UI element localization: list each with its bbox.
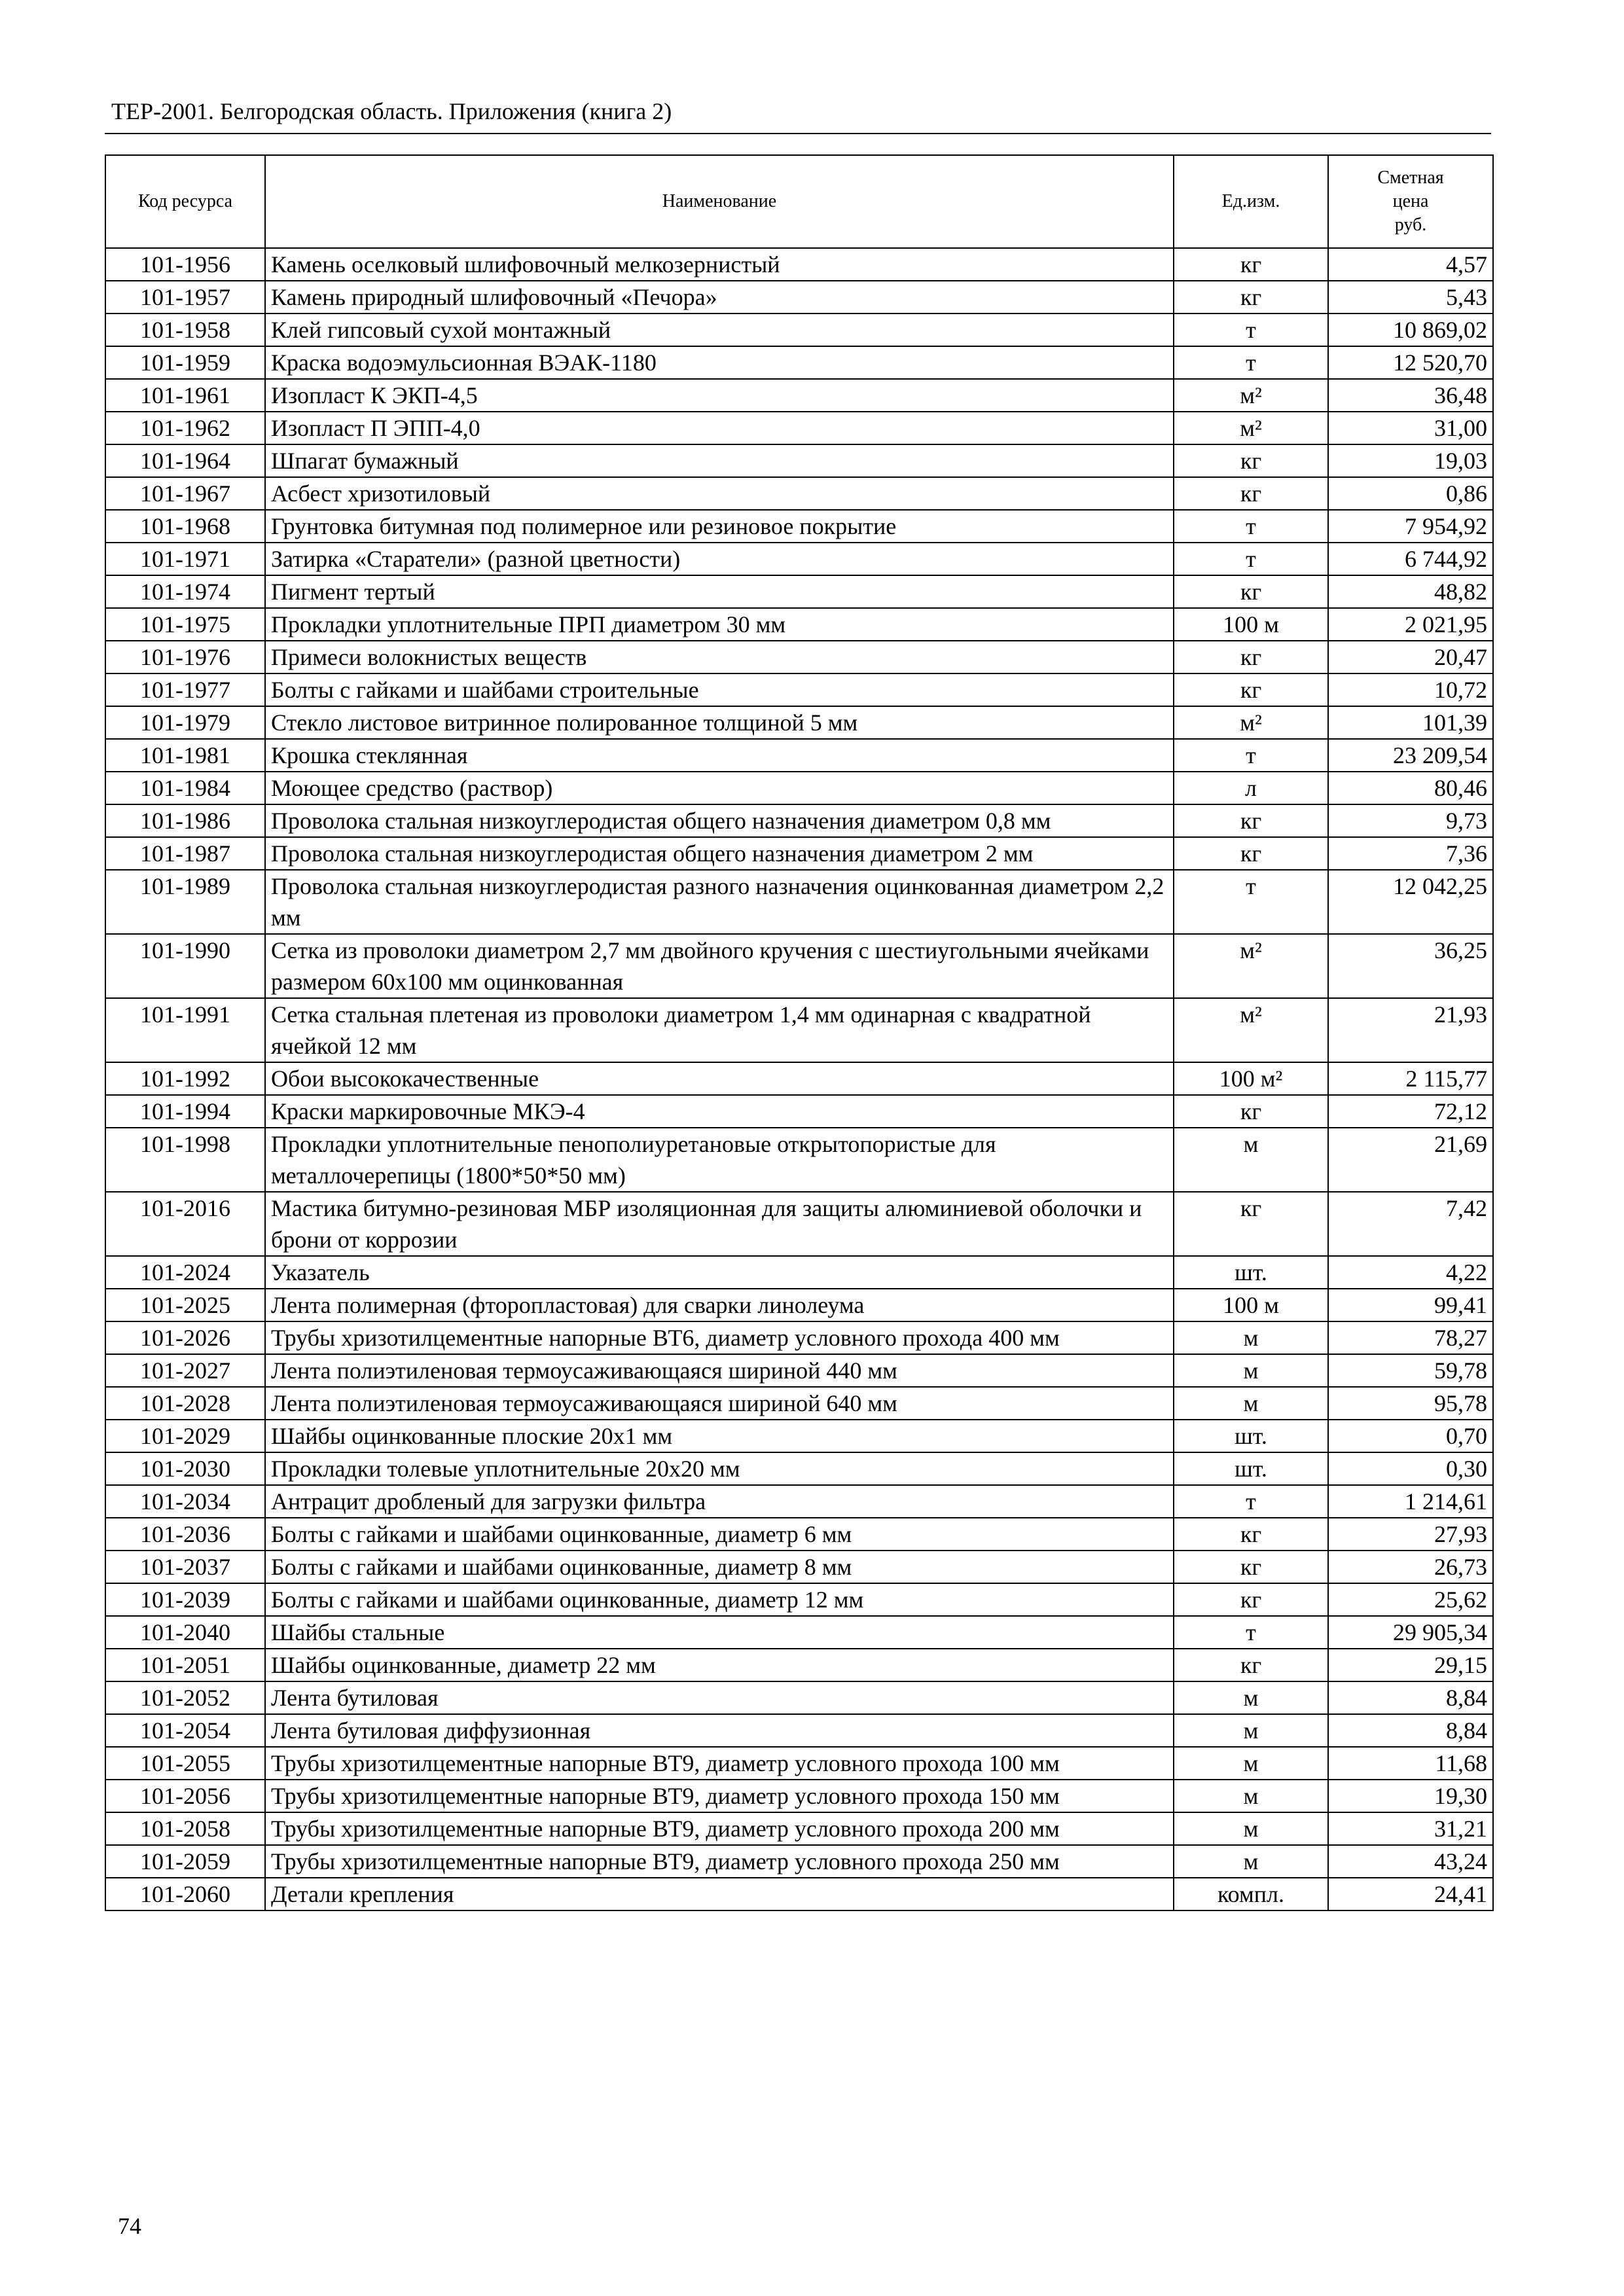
cell-unit: 100 м [1174,1289,1328,1321]
cell-unit: м [1174,1780,1328,1812]
cell-price: 95,78 [1328,1387,1493,1420]
table-row [105,998,1493,1062]
column-header-price-line: руб. [1394,215,1427,235]
cell-price: 31,21 [1328,1812,1493,1845]
cell-resource-code: 101-2026 [105,1321,265,1354]
cell-resource-name: Прокладки уплотнительные пенополиуретановые открытопористые для металлочерепицы (1800*50*50 мм) [265,1128,1174,1192]
cell-price: 21,93 [1328,998,1493,1062]
table-header-row [105,155,1493,248]
cell-resource-code: 101-1956 [105,248,265,281]
cell-resource-name: Болты с гайками и шайбами оцинкованные, диаметр 6 мм [265,1518,1174,1551]
cell-price: 9,73 [1328,804,1493,837]
cell-resource-code: 101-2060 [105,1878,265,1910]
cell-unit: м [1174,1747,1328,1780]
resource-price-table [105,154,1494,1911]
cell-price: 31,00 [1328,412,1493,444]
cell-resource-name: Проволока стальная низкоуглеродистая общего назначения диаметром 0,8 мм [265,804,1174,837]
cell-price: 12 042,25 [1328,870,1493,934]
cell-resource-name: Болты с гайками и шайбами строительные [265,673,1174,706]
cell-resource-name: Шайбы оцинкованные, диаметр 22 мм [265,1649,1174,1681]
cell-resource-name: Пигмент тертый [265,575,1174,608]
table-row [105,673,1493,706]
cell-unit: кг [1174,837,1328,870]
cell-unit: м [1174,1354,1328,1387]
cell-resource-name: Моющее средство (раствор) [265,772,1174,804]
cell-resource-name: Шайбы стальные [265,1616,1174,1649]
page-header: ТЕР-2001. Белгородская область. Приложения (книга 2) [111,98,672,124]
cell-price: 0,30 [1328,1452,1493,1485]
table-row [105,772,1493,804]
cell-resource-name: Мастика битумно-резиновая МБР изоляционная для защиты алюминиевой оболочки и брони от коррозии [265,1192,1174,1256]
cell-resource-code: 101-1957 [105,281,265,314]
cell-resource-name: Трубы хризотилцементные напорные ВТ9, диаметр условного прохода 100 мм [265,1747,1174,1780]
cell-resource-name: Обои высококачественные [265,1062,1174,1095]
cell-unit: шт. [1174,1420,1328,1452]
cell-resource-code: 101-1981 [105,739,265,772]
cell-price: 6 744,92 [1328,543,1493,575]
cell-unit: м [1174,1845,1328,1878]
cell-price: 8,84 [1328,1681,1493,1714]
cell-resource-code: 101-2028 [105,1387,265,1420]
cell-unit: кг [1174,477,1328,510]
cell-resource-name: Болты с гайками и шайбами оцинкованные, диаметр 12 мм [265,1583,1174,1616]
cell-resource-name: Лента бутиловая [265,1681,1174,1714]
cell-resource-code: 101-1968 [105,510,265,543]
cell-unit: кг [1174,444,1328,477]
cell-resource-name: Сетка стальная плетеная из проволоки диаметром 1,4 мм одинарная с квадратной ячейкой 12 мм [265,998,1174,1062]
table-row [105,1452,1493,1485]
cell-resource-code: 101-1986 [105,804,265,837]
table-row [105,575,1493,608]
cell-unit: т [1174,510,1328,543]
cell-unit: 100 м² [1174,1062,1328,1095]
cell-resource-name: Лента полимерная (фторопластовая) для сварки линолеума [265,1289,1174,1321]
cell-resource-name: Грунтовка битумная под полимерное или резиновое покрытие [265,510,1174,543]
cell-resource-name: Проволока стальная низкоуглеродистая разного назначения оцинкованная диаметром 2,2 мм [265,870,1174,934]
cell-resource-code: 101-1987 [105,837,265,870]
cell-unit: т [1174,1485,1328,1518]
table-row [105,641,1493,673]
cell-resource-code: 101-2025 [105,1289,265,1321]
cell-unit: м [1174,1714,1328,1747]
table-row [105,608,1493,641]
cell-resource-code: 101-2051 [105,1649,265,1681]
cell-resource-code: 101-1992 [105,1062,265,1095]
table-row [105,346,1493,379]
table-row [105,1256,1493,1289]
cell-unit: м² [1174,934,1328,998]
header-divider [105,133,1491,134]
cell-price: 19,03 [1328,444,1493,477]
table-row [105,1649,1493,1681]
cell-price: 48,82 [1328,575,1493,608]
cell-price: 4,57 [1328,248,1493,281]
table-row [105,1616,1493,1649]
cell-price: 20,47 [1328,641,1493,673]
table-row [105,1095,1493,1128]
cell-price: 5,43 [1328,281,1493,314]
cell-price: 78,27 [1328,1321,1493,1354]
cell-resource-code: 101-2058 [105,1812,265,1845]
cell-resource-code: 101-1975 [105,608,265,641]
cell-resource-name: Трубы хризотилцементные напорные ВТ6, диаметр условного прохода 400 мм [265,1321,1174,1354]
cell-resource-code: 101-2024 [105,1256,265,1289]
cell-unit: кг [1174,641,1328,673]
cell-resource-code: 101-1958 [105,314,265,346]
cell-resource-name: Камень природный шлифовочный «Печора» [265,281,1174,314]
cell-price: 23 209,54 [1328,739,1493,772]
table-row [105,1780,1493,1812]
cell-resource-name: Камень оселковый шлифовочный мелкозернистый [265,248,1174,281]
cell-resource-code: 101-1991 [105,998,265,1062]
cell-resource-code: 101-2040 [105,1616,265,1649]
table-row [105,1321,1493,1354]
cell-resource-name: Детали крепления [265,1878,1174,1910]
cell-resource-code: 101-2036 [105,1518,265,1551]
table-row [105,804,1493,837]
table-row [105,1551,1493,1583]
cell-resource-code: 101-1994 [105,1095,265,1128]
cell-unit: м² [1174,706,1328,739]
table-row [105,837,1493,870]
table-row [105,1583,1493,1616]
cell-unit: кг [1174,281,1328,314]
cell-unit: т [1174,543,1328,575]
cell-unit: м [1174,1812,1328,1845]
cell-unit: кг [1174,804,1328,837]
cell-resource-name: Проволока стальная низкоуглеродистая общего назначения диаметром 2 мм [265,837,1174,870]
cell-unit: кг [1174,1551,1328,1583]
column-header-price [1328,155,1493,248]
table-row [105,1128,1493,1192]
cell-unit: кг [1174,1649,1328,1681]
table-row [105,1518,1493,1551]
cell-resource-code: 101-1971 [105,543,265,575]
cell-resource-name: Асбест хризотиловый [265,477,1174,510]
cell-resource-code: 101-1979 [105,706,265,739]
cell-resource-code: 101-2030 [105,1452,265,1485]
cell-unit: кг [1174,1095,1328,1128]
cell-price: 10,72 [1328,673,1493,706]
cell-resource-code: 101-1959 [105,346,265,379]
cell-resource-name: Болты с гайками и шайбами оцинкованные, диаметр 8 мм [265,1551,1174,1583]
cell-price: 10 869,02 [1328,314,1493,346]
table-row [105,1420,1493,1452]
cell-unit: шт. [1174,1256,1328,1289]
cell-price: 7 954,92 [1328,510,1493,543]
column-header-price-line: цена [1392,191,1429,211]
table-row [105,379,1493,412]
cell-resource-name: Прокладки толевые уплотнительные 20х20 мм [265,1452,1174,1485]
cell-resource-code: 101-2034 [105,1485,265,1518]
table-row [105,934,1493,998]
cell-resource-name: Затирка «Старатели» (разной цветности) [265,543,1174,575]
cell-resource-code: 101-2059 [105,1845,265,1878]
cell-price: 101,39 [1328,706,1493,739]
cell-unit: м [1174,1128,1328,1192]
cell-price: 0,70 [1328,1420,1493,1452]
cell-resource-code: 101-2052 [105,1681,265,1714]
table-row [105,1387,1493,1420]
cell-resource-name: Стекло листовое витринное полированное толщиной 5 мм [265,706,1174,739]
cell-resource-name: Указатель [265,1256,1174,1289]
cell-price: 72,12 [1328,1095,1493,1128]
table-row [105,444,1493,477]
cell-resource-code: 101-2037 [105,1551,265,1583]
cell-unit: т [1174,870,1328,934]
table-row [105,1354,1493,1387]
cell-unit: м [1174,1387,1328,1420]
table-body [105,248,1493,1910]
table-row [105,510,1493,543]
cell-resource-name: Сетка из проволоки диаметром 2,7 мм двойного кручения с шестиугольными ячейками размером 60х100 мм оцинкованная [265,934,1174,998]
table-row [105,477,1493,510]
table-row [105,1681,1493,1714]
cell-unit: т [1174,739,1328,772]
cell-price: 25,62 [1328,1583,1493,1616]
cell-unit: м² [1174,998,1328,1062]
cell-resource-code: 101-1984 [105,772,265,804]
cell-unit: кг [1174,673,1328,706]
cell-unit: л [1174,772,1328,804]
cell-price: 29,15 [1328,1649,1493,1681]
table-row [105,1878,1493,1910]
table-row [105,543,1493,575]
table-row [105,1062,1493,1095]
cell-unit: шт. [1174,1452,1328,1485]
cell-unit: м² [1174,379,1328,412]
table-row [105,1812,1493,1845]
cell-resource-code: 101-1964 [105,444,265,477]
cell-resource-code: 101-1967 [105,477,265,510]
cell-resource-code: 101-1990 [105,934,265,998]
cell-unit: т [1174,314,1328,346]
cell-resource-name: Клей гипсовый сухой монтажный [265,314,1174,346]
table-row [105,412,1493,444]
cell-resource-name: Шайбы оцинкованные плоские 20х1 мм [265,1420,1174,1452]
cell-price: 24,41 [1328,1878,1493,1910]
cell-resource-name: Изопласт К ЭКП-4,5 [265,379,1174,412]
table-row [105,1845,1493,1878]
cell-unit: кг [1174,1518,1328,1551]
table-row [105,1714,1493,1747]
cell-price: 2 021,95 [1328,608,1493,641]
cell-price: 19,30 [1328,1780,1493,1812]
cell-resource-name: Трубы хризотилцементные напорные ВТ9, диаметр условного прохода 250 мм [265,1845,1174,1878]
cell-price: 99,41 [1328,1289,1493,1321]
cell-unit: м [1174,1321,1328,1354]
page-number: 74 [118,2213,141,2239]
cell-price: 12 520,70 [1328,346,1493,379]
cell-price: 29 905,34 [1328,1616,1493,1649]
cell-price: 4,22 [1328,1256,1493,1289]
table-row [105,1289,1493,1321]
table-row [105,706,1493,739]
cell-resource-name: Шпагат бумажный [265,444,1174,477]
cell-price: 21,69 [1328,1128,1493,1192]
cell-resource-code: 101-1977 [105,673,265,706]
cell-resource-code: 101-2056 [105,1780,265,1812]
column-header-code: Код ресурса [105,155,265,248]
cell-price: 7,42 [1328,1192,1493,1256]
cell-resource-code: 101-2027 [105,1354,265,1387]
cell-resource-code: 101-2039 [105,1583,265,1616]
cell-resource-name: Лента бутиловая диффузионная [265,1714,1174,1747]
cell-resource-code: 101-2016 [105,1192,265,1256]
cell-resource-code: 101-1961 [105,379,265,412]
cell-unit: кг [1174,1583,1328,1616]
cell-resource-code: 101-2055 [105,1747,265,1780]
table-row [105,1485,1493,1518]
cell-resource-name: Краски маркировочные МКЭ-4 [265,1095,1174,1128]
cell-price: 36,48 [1328,379,1493,412]
cell-resource-code: 101-2029 [105,1420,265,1452]
cell-unit: 100 м [1174,608,1328,641]
cell-resource-name: Прокладки уплотнительные ПРП диаметром 30 мм [265,608,1174,641]
cell-unit: т [1174,346,1328,379]
cell-price: 80,46 [1328,772,1493,804]
cell-unit: кг [1174,248,1328,281]
cell-price: 27,93 [1328,1518,1493,1551]
column-header-unit: Ед.изм. [1174,155,1328,248]
cell-resource-name: Трубы хризотилцементные напорные ВТ9, диаметр условного прохода 200 мм [265,1812,1174,1845]
cell-price: 1 214,61 [1328,1485,1493,1518]
cell-unit: м [1174,1681,1328,1714]
cell-resource-name: Лента полиэтиленовая термоусаживающаяся шириной 640 мм [265,1387,1174,1420]
cell-unit: кг [1174,575,1328,608]
table-row [105,281,1493,314]
table-row [105,1192,1493,1256]
cell-price: 0,86 [1328,477,1493,510]
column-header-price-line: Сметная [1377,168,1444,188]
cell-unit: кг [1174,1192,1328,1256]
table-row [105,248,1493,281]
cell-resource-code: 101-1976 [105,641,265,673]
cell-price: 7,36 [1328,837,1493,870]
table-row [105,739,1493,772]
cell-resource-code: 101-1962 [105,412,265,444]
cell-unit: компл. [1174,1878,1328,1910]
cell-price: 26,73 [1328,1551,1493,1583]
cell-resource-name: Примеси волокнистых веществ [265,641,1174,673]
cell-resource-code: 101-1998 [105,1128,265,1192]
cell-resource-name: Крошка стеклянная [265,739,1174,772]
cell-price: 36,25 [1328,934,1493,998]
cell-price: 2 115,77 [1328,1062,1493,1095]
cell-resource-name: Трубы хризотилцементные напорные ВТ9, диаметр условного прохода 150 мм [265,1780,1174,1812]
cell-resource-name: Краска водоэмульсионная ВЭАК-1180 [265,346,1174,379]
cell-price: 59,78 [1328,1354,1493,1387]
cell-resource-code: 101-2054 [105,1714,265,1747]
table-row [105,870,1493,934]
cell-resource-code: 101-1989 [105,870,265,934]
table-row [105,1747,1493,1780]
table-row [105,314,1493,346]
cell-price: 8,84 [1328,1714,1493,1747]
cell-unit: т [1174,1616,1328,1649]
cell-resource-name: Лента полиэтиленовая термоусаживающаяся шириной 440 мм [265,1354,1174,1387]
cell-unit: м² [1174,412,1328,444]
cell-price: 11,68 [1328,1747,1493,1780]
cell-resource-code: 101-1974 [105,575,265,608]
cell-resource-name: Антрацит дробленый для загрузки фильтра [265,1485,1174,1518]
cell-price: 43,24 [1328,1845,1493,1878]
cell-resource-name: Изопласт П ЭПП-4,0 [265,412,1174,444]
column-header-name: Наименование [265,155,1174,248]
